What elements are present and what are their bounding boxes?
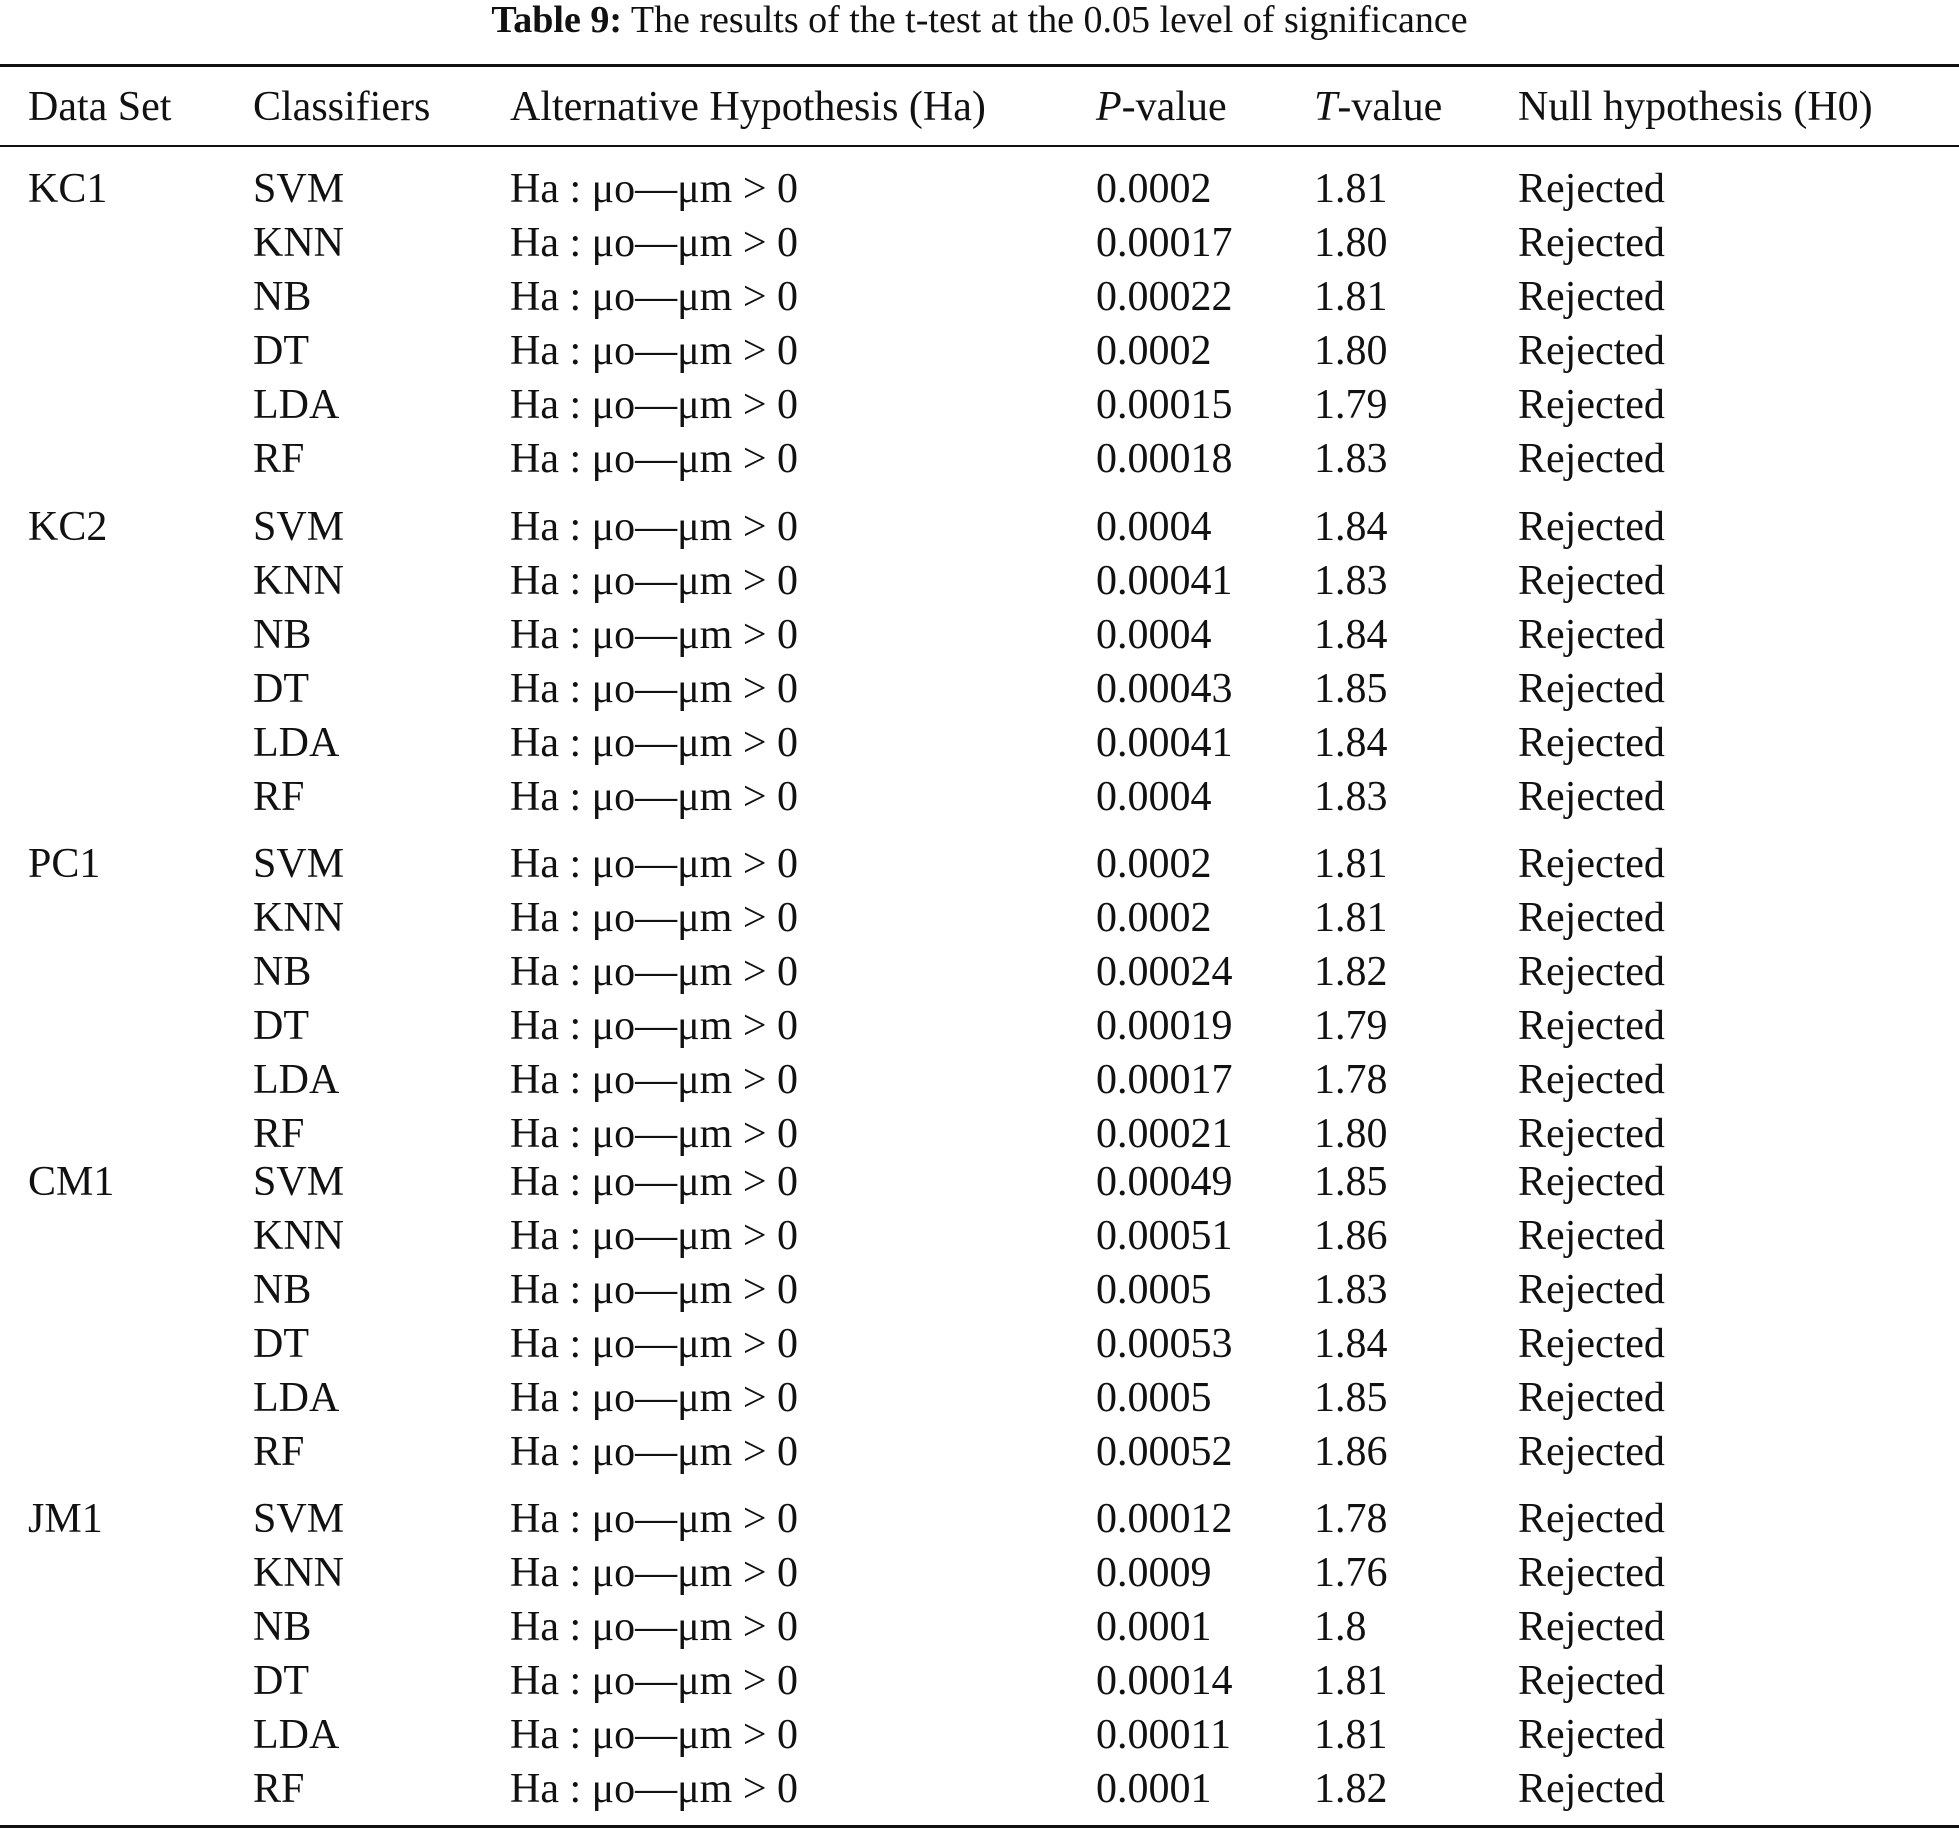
- cell-t-value: 1.80: [1314, 220, 1388, 266]
- cell-t-value: 1.78: [1314, 1496, 1388, 1542]
- cell-null-hypothesis: Rejected: [1518, 558, 1665, 604]
- cell-alt-hypothesis: Ha : μo—μm > 0: [510, 895, 799, 941]
- cell-classifier: LDA: [253, 382, 340, 428]
- header-t-value: [1314, 84, 1442, 130]
- cell-p-value: 0.00041: [1096, 558, 1233, 604]
- header-p-suffix: -value: [1121, 84, 1227, 130]
- cell-classifier: NB: [253, 612, 312, 658]
- cell-null-hypothesis: Rejected: [1518, 436, 1665, 482]
- cell-data-set: KC2: [28, 504, 108, 550]
- cell-null-hypothesis: Rejected: [1518, 1003, 1665, 1049]
- cell-classifier: SVM: [253, 166, 345, 212]
- caption-text: The results of the t-test at the 0.05 level of significance: [630, 0, 1468, 41]
- cell-data-set: JM1: [28, 1496, 103, 1542]
- cell-p-value: 0.00015: [1096, 382, 1233, 428]
- cell-p-value: 0.0001: [1096, 1604, 1212, 1650]
- header-rule: [0, 145, 1959, 147]
- header-classifiers: Classifiers: [253, 84, 431, 130]
- cell-p-value: 0.0004: [1096, 612, 1212, 658]
- cell-p-value: 0.0002: [1096, 328, 1212, 374]
- cell-classifier: DT: [253, 1003, 309, 1049]
- cell-p-value: 0.0005: [1096, 1267, 1212, 1313]
- cell-classifier: NB: [253, 274, 312, 320]
- cell-alt-hypothesis: Ha : μo—μm > 0: [510, 720, 799, 766]
- cell-null-hypothesis: Rejected: [1518, 1321, 1665, 1367]
- cell-alt-hypothesis: Ha : μo—μm > 0: [510, 1658, 799, 1704]
- cell-alt-hypothesis: Ha : μo—μm > 0: [510, 220, 799, 266]
- cell-alt-hypothesis: Ha : μo—μm > 0: [510, 558, 799, 604]
- cell-null-hypothesis: Rejected: [1518, 1429, 1665, 1475]
- cell-data-set: PC1: [28, 841, 101, 887]
- cell-null-hypothesis: Rejected: [1518, 1604, 1665, 1650]
- cell-t-value: 1.84: [1314, 504, 1388, 550]
- cell-null-hypothesis: Rejected: [1518, 382, 1665, 428]
- cell-p-value: 0.00043: [1096, 666, 1233, 712]
- cell-p-value: 0.00051: [1096, 1213, 1233, 1259]
- cell-p-value: 0.0004: [1096, 504, 1212, 550]
- cell-alt-hypothesis: Ha : μo—μm > 0: [510, 274, 799, 320]
- cell-alt-hypothesis: Ha : μo—μm > 0: [510, 1604, 799, 1650]
- cell-p-value: 0.00012: [1096, 1496, 1233, 1542]
- cell-alt-hypothesis: Ha : μo—μm > 0: [510, 166, 799, 212]
- cell-t-value: 1.83: [1314, 774, 1388, 820]
- cell-alt-hypothesis: Ha : μo—μm > 0: [510, 1429, 799, 1475]
- cell-null-hypothesis: Rejected: [1518, 666, 1665, 712]
- cell-p-value: 0.0002: [1096, 895, 1212, 941]
- header-t-letter: T: [1314, 84, 1338, 130]
- cell-p-value: 0.00052: [1096, 1429, 1233, 1475]
- header-t-suffix: -value: [1337, 84, 1443, 130]
- cell-p-value: 0.00018: [1096, 436, 1233, 482]
- cell-null-hypothesis: Rejected: [1518, 274, 1665, 320]
- cell-t-value: 1.81: [1314, 841, 1388, 887]
- cell-null-hypothesis: Rejected: [1518, 220, 1665, 266]
- cell-t-value: 1.81: [1314, 1658, 1388, 1704]
- cell-null-hypothesis: Rejected: [1518, 1375, 1665, 1421]
- cell-classifier: RF: [253, 1429, 305, 1475]
- cell-alt-hypothesis: Ha : μo—μm > 0: [510, 1375, 799, 1421]
- cell-p-value: 0.0005: [1096, 1375, 1212, 1421]
- cell-alt-hypothesis: Ha : μo—μm > 0: [510, 1766, 799, 1812]
- cell-null-hypothesis: Rejected: [1518, 1658, 1665, 1704]
- cell-classifier: RF: [253, 774, 305, 820]
- cell-null-hypothesis: Rejected: [1518, 720, 1665, 766]
- cell-alt-hypothesis: Ha : μo—μm > 0: [510, 1321, 799, 1367]
- cell-classifier: SVM: [253, 504, 345, 550]
- cell-t-value: 1.78: [1314, 1057, 1388, 1103]
- cell-alt-hypothesis: Ha : μo—μm > 0: [510, 774, 799, 820]
- cell-null-hypothesis: Rejected: [1518, 328, 1665, 374]
- cell-null-hypothesis: Rejected: [1518, 895, 1665, 941]
- cell-null-hypothesis: Rejected: [1518, 1159, 1665, 1205]
- cell-t-value: 1.85: [1314, 1375, 1388, 1421]
- header-p-value: [1096, 84, 1227, 130]
- cell-t-value: 1.79: [1314, 382, 1388, 428]
- cell-null-hypothesis: Rejected: [1518, 1766, 1665, 1812]
- cell-p-value: 0.00022: [1096, 274, 1233, 320]
- cell-classifier: DT: [253, 1321, 309, 1367]
- cell-alt-hypothesis: Ha : μo—μm > 0: [510, 504, 799, 550]
- cell-alt-hypothesis: Ha : μo—μm > 0: [510, 1159, 799, 1205]
- cell-classifier: KNN: [253, 1213, 344, 1259]
- cell-p-value: 0.00017: [1096, 220, 1233, 266]
- cell-p-value: 0.00024: [1096, 949, 1233, 995]
- cell-null-hypothesis: Rejected: [1518, 1712, 1665, 1758]
- cell-classifier: RF: [253, 1766, 305, 1812]
- cell-null-hypothesis: Rejected: [1518, 841, 1665, 887]
- cell-t-value: 1.81: [1314, 895, 1388, 941]
- header-null-hypothesis: Null hypothesis (H0): [1518, 84, 1873, 130]
- cell-t-value: 1.80: [1314, 328, 1388, 374]
- cell-classifier: RF: [253, 436, 305, 482]
- cell-t-value: 1.86: [1314, 1429, 1388, 1475]
- cell-classifier: LDA: [253, 1712, 340, 1758]
- cell-p-value: 0.00019: [1096, 1003, 1233, 1049]
- header-p-letter: P: [1096, 84, 1122, 130]
- cell-classifier: RF: [253, 1111, 305, 1157]
- cell-alt-hypothesis: Ha : μo—μm > 0: [510, 841, 799, 887]
- cell-p-value: 0.00011: [1096, 1712, 1231, 1758]
- cell-null-hypothesis: Rejected: [1518, 1267, 1665, 1313]
- cell-alt-hypothesis: Ha : μo—μm > 0: [510, 949, 799, 995]
- cell-data-set: CM1: [28, 1159, 115, 1205]
- cell-classifier: LDA: [253, 1057, 340, 1103]
- cell-p-value: 0.00041: [1096, 720, 1233, 766]
- cell-null-hypothesis: Rejected: [1518, 774, 1665, 820]
- cell-classifier: SVM: [253, 1496, 345, 1542]
- cell-data-set: KC1: [28, 166, 108, 212]
- cell-alt-hypothesis: Ha : μo—μm > 0: [510, 612, 799, 658]
- cell-t-value: 1.83: [1314, 1267, 1388, 1313]
- cell-alt-hypothesis: Ha : μo—μm > 0: [510, 666, 799, 712]
- cell-alt-hypothesis: Ha : μo—μm > 0: [510, 1267, 799, 1313]
- cell-t-value: 1.81: [1314, 274, 1388, 320]
- cell-t-value: 1.80: [1314, 1111, 1388, 1157]
- caption-label: Table 9:: [491, 0, 622, 41]
- cell-null-hypothesis: Rejected: [1518, 1213, 1665, 1259]
- cell-p-value: 0.00021: [1096, 1111, 1233, 1157]
- cell-t-value: 1.81: [1314, 166, 1388, 212]
- cell-alt-hypothesis: Ha : μo—μm > 0: [510, 436, 799, 482]
- cell-null-hypothesis: Rejected: [1518, 1057, 1665, 1103]
- cell-t-value: 1.85: [1314, 666, 1388, 712]
- cell-classifier: NB: [253, 1604, 312, 1650]
- cell-p-value: 0.0002: [1096, 841, 1212, 887]
- cell-null-hypothesis: Rejected: [1518, 1496, 1665, 1542]
- cell-classifier: NB: [253, 949, 312, 995]
- cell-t-value: 1.76: [1314, 1550, 1388, 1596]
- cell-null-hypothesis: Rejected: [1518, 1111, 1665, 1157]
- cell-p-value: 0.0004: [1096, 774, 1212, 820]
- cell-null-hypothesis: Rejected: [1518, 1550, 1665, 1596]
- cell-alt-hypothesis: Ha : μo—μm > 0: [510, 1111, 799, 1157]
- cell-classifier: SVM: [253, 841, 345, 887]
- cell-classifier: SVM: [253, 1159, 345, 1205]
- cell-t-value: 1.83: [1314, 558, 1388, 604]
- cell-null-hypothesis: Rejected: [1518, 949, 1665, 995]
- cell-classifier: LDA: [253, 1375, 340, 1421]
- cell-t-value: 1.84: [1314, 612, 1388, 658]
- table-caption: [0, 0, 1959, 40]
- cell-t-value: 1.8: [1314, 1604, 1367, 1650]
- cell-null-hypothesis: Rejected: [1518, 612, 1665, 658]
- cell-alt-hypothesis: Ha : μo—μm > 0: [510, 1003, 799, 1049]
- cell-classifier: KNN: [253, 220, 344, 266]
- cell-p-value: 0.0002: [1096, 166, 1212, 212]
- header-data-set: Data Set: [28, 84, 172, 130]
- top-rule: [0, 64, 1959, 67]
- cell-classifier: DT: [253, 328, 309, 374]
- cell-t-value: 1.79: [1314, 1003, 1388, 1049]
- cell-classifier: KNN: [253, 558, 344, 604]
- cell-t-value: 1.86: [1314, 1213, 1388, 1259]
- cell-alt-hypothesis: Ha : μo—μm > 0: [510, 1057, 799, 1103]
- cell-alt-hypothesis: Ha : μo—μm > 0: [510, 382, 799, 428]
- cell-classifier: DT: [253, 666, 309, 712]
- bottom-rule: [0, 1825, 1959, 1828]
- cell-classifier: LDA: [253, 720, 340, 766]
- cell-alt-hypothesis: Ha : μo—μm > 0: [510, 1213, 799, 1259]
- cell-t-value: 1.84: [1314, 720, 1388, 766]
- cell-p-value: 0.00049: [1096, 1159, 1233, 1205]
- cell-alt-hypothesis: Ha : μo—μm > 0: [510, 1712, 799, 1758]
- cell-classifier: KNN: [253, 1550, 344, 1596]
- cell-p-value: 0.0001: [1096, 1766, 1212, 1812]
- cell-t-value: 1.81: [1314, 1712, 1388, 1758]
- cell-alt-hypothesis: Ha : μo—μm > 0: [510, 1496, 799, 1542]
- cell-t-value: 1.84: [1314, 1321, 1388, 1367]
- cell-alt-hypothesis: Ha : μo—μm > 0: [510, 1550, 799, 1596]
- cell-classifier: DT: [253, 1658, 309, 1704]
- cell-t-value: 1.82: [1314, 1766, 1388, 1812]
- header-alt-hypothesis: Alternative Hypothesis (Ha): [510, 84, 986, 130]
- cell-null-hypothesis: Rejected: [1518, 166, 1665, 212]
- cell-t-value: 1.82: [1314, 949, 1388, 995]
- cell-classifier: KNN: [253, 895, 344, 941]
- cell-alt-hypothesis: Ha : μo—μm > 0: [510, 328, 799, 374]
- cell-classifier: NB: [253, 1267, 312, 1313]
- cell-p-value: 0.00053: [1096, 1321, 1233, 1367]
- cell-t-value: 1.83: [1314, 436, 1388, 482]
- cell-p-value: 0.00014: [1096, 1658, 1233, 1704]
- cell-p-value: 0.0009: [1096, 1550, 1212, 1596]
- cell-t-value: 1.85: [1314, 1159, 1388, 1205]
- cell-p-value: 0.00017: [1096, 1057, 1233, 1103]
- cell-null-hypothesis: Rejected: [1518, 504, 1665, 550]
